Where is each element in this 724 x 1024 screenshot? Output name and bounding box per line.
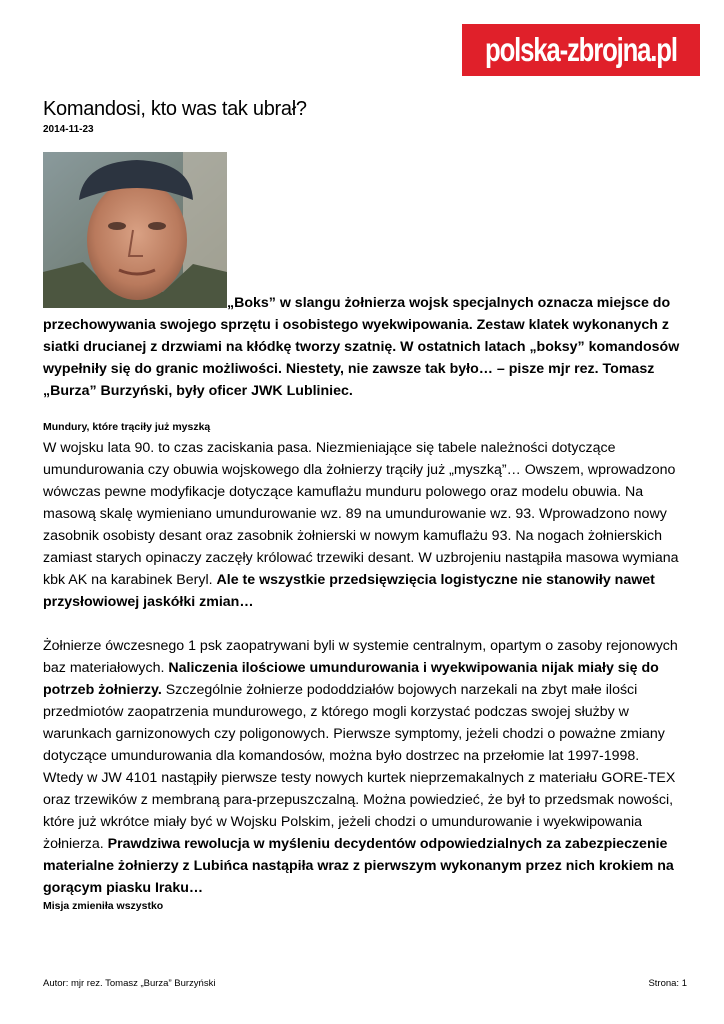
paragraph-2-text-a: Żołnierze ówczesnego 1 psk zaopatrywani byli w systemie centralnym, opartym o zasoby rejonowych baz materiałowych.	[43, 638, 678, 676]
paragraph-1-text: W wojsku lata 90. to czas zaciskania pasa. Niezmieniające się tabele należności dotyczące umundurowania czy obuwia wojskowego dla żołnierzy trąciły już „myszką”… Owszem, wprowadzono wówczas pewne modyfikacje dotyczące kamuflażu munduru polowego oraz modelu obuwia. Na masową skalę wymieniano umundurowanie wz. 89 na umundurowanie wz. 93. Wprowadzono nowy zasobnik osobisty desant oraz zasobnik żołnierski w nowym kamuflażu 93. Na nogach żołnierskich zamiast starych opinaczy zaczęły królować trzewiki desant. W uzbrojeniu nastąpiła masowa wymiana kbk AK na karabinek Beryl.	[43, 440, 679, 588]
section-heading: Mundury, które trąciły już myszką	[43, 421, 211, 433]
footer-author: Autor: mjr rez. Tomasz „Burza” Burzyński	[43, 978, 216, 989]
paragraph-1	[43, 437, 683, 613]
paragraph-1-bold: Ale te wszystkie przedsięwzięcia logistyczne nie stanowiły nawet przysłowiowej jaskółki zmian…	[43, 572, 655, 610]
article-body	[43, 292, 683, 913]
site-logo[interactable]	[462, 24, 700, 76]
paragraph-2-bold-b: Naliczenia ilościowe umundurowania i wyekwipowania nijak miały się do potrzeb żołnierzy.	[43, 660, 659, 698]
paragraph-2-text-c: Szczególnie żołnierze pododdziałów bojowych narzekali na zbyt małe ilości przedmiotów zaopatrzenia mundurowego, z którego mogli korzystać podczas swojej służby w warunkach garnizonowych czy poligonowych. Pierwsze symptomy, jeżeli chodzi o poważne zmiany dotyczące umundurowania dla komandosów, można było dostrzec na przełomie lat 1997-1998. Wtedy w JW 4101 nastąpiły pierwsze testy nowych kurtek nieprzemakalnych z materiału GORE-TEX oraz trzewików z membraną para-przepuszczalną. Można powiedzieć, że był to przedsmak nowości, które już wkrótce miały być w Wojsku Polskim, jeżeli chodzi o umundurowanie i wyekwipowania żołnierza.	[43, 682, 676, 852]
paragraph-2-bold-d: Prawdziwa rewolucja w myśleniu decydentów odpowiedzialnych za zabezpieczenie materialne żołnierzy z Lubińca nastąpiła wraz z pierwszym wykonanym przez nich krokiem na gorącym piasku Iraku…	[43, 836, 674, 896]
paragraph-spacer	[43, 613, 683, 635]
article-title: Komandosi, kto was tak ubrał?	[43, 98, 307, 120]
logo-text: polska-zbrojna.pl	[485, 31, 677, 68]
paragraph-2	[43, 635, 683, 899]
lead-text: przechowywania swojego sprzętu i osobistego wyekwipowania. Zestaw klatek wykonanych z siatki drucianej z drzwiami na kłódkę tworzy szatnię. W ostatnich latach „boksy” komandosów wypełniły się do granic możliwości. Niestety, nie zawsze tak było… – pisze mjr rez. Tomasz „Burza” Burzyński, były oficer JWK Lubliniec.	[43, 317, 680, 399]
footer-page-number: Strona: 1	[648, 978, 687, 989]
section-heading-2: Misja zmieniła wszystko	[43, 900, 164, 912]
article-date: 2014-11-23	[43, 124, 94, 135]
author-photo	[43, 152, 227, 308]
lead-first-line: „Boks” w slangu żołnierza wojsk specjalnych oznacza miejsce do	[227, 295, 671, 311]
